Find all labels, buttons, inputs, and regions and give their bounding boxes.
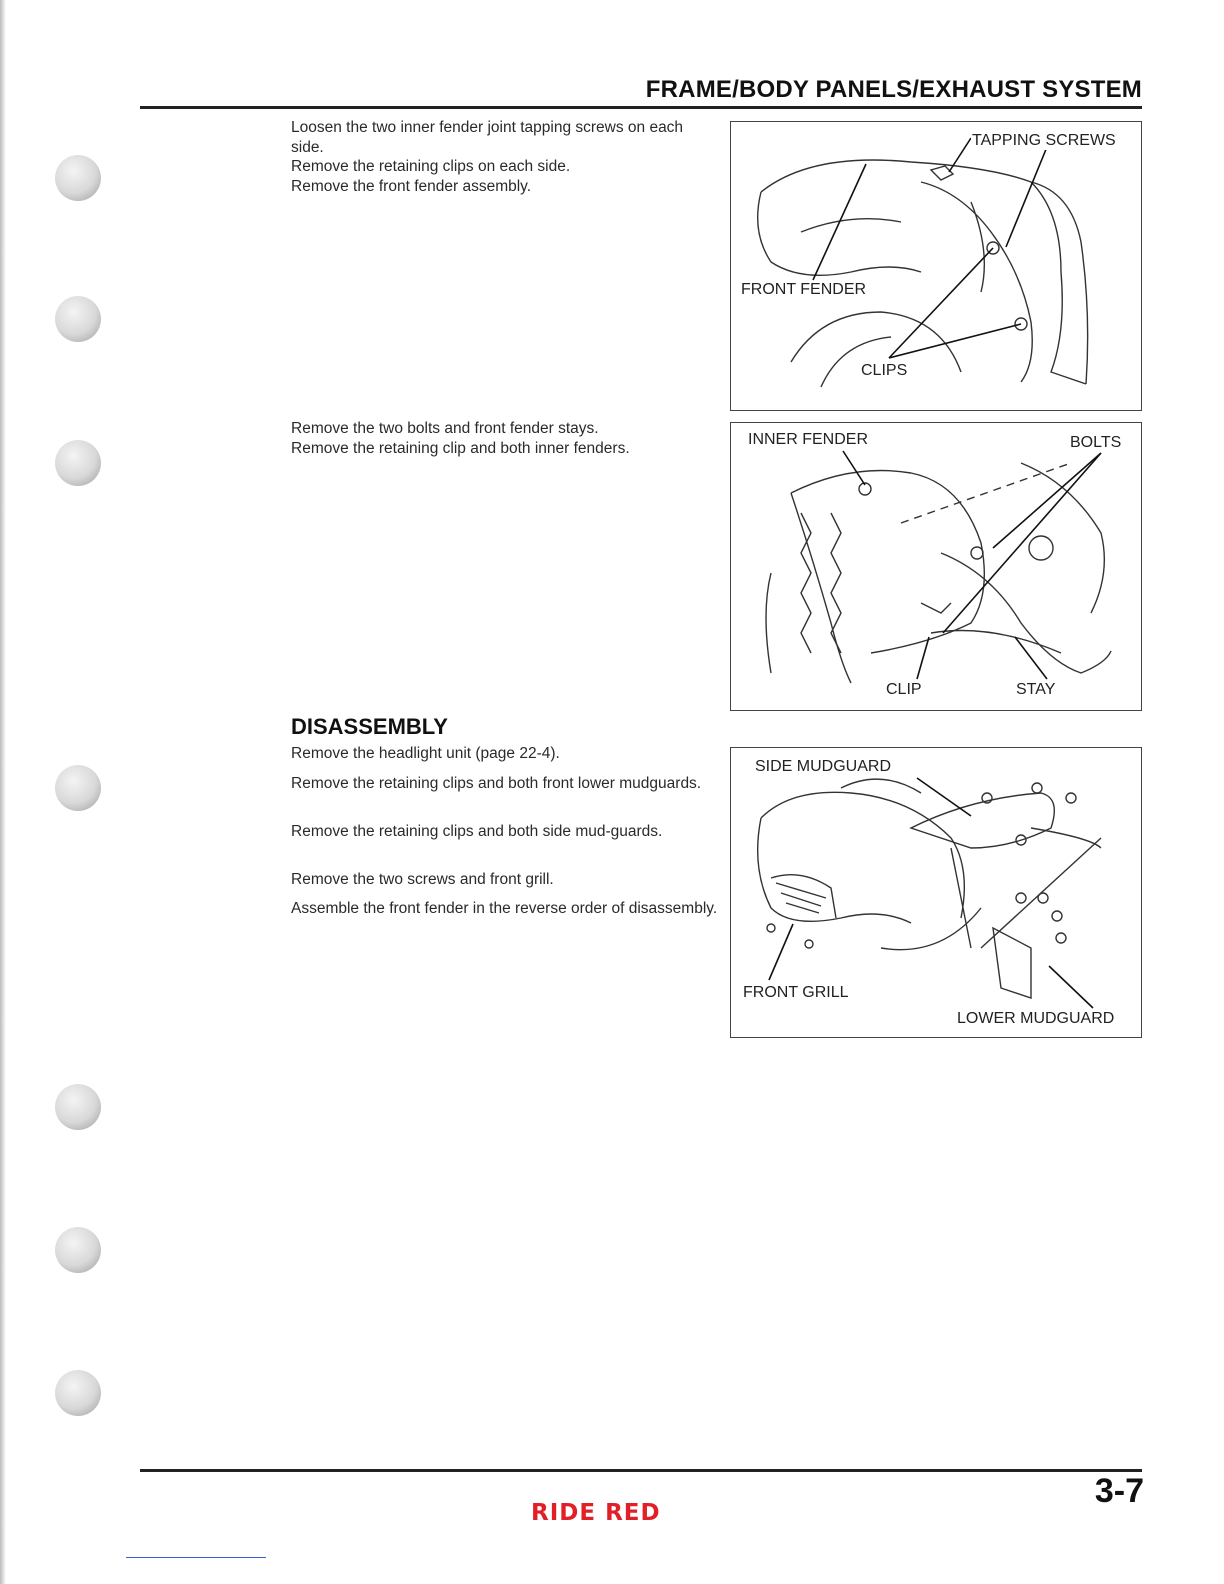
fender-removal-steps <box>291 118 719 196</box>
label-tapping-screws: TAPPING SCREWS <box>972 132 1116 149</box>
label-side-mudguard: SIDE MUDGUARD <box>755 758 892 775</box>
punch-hole <box>55 1370 101 1416</box>
step-text: Remove the retaining clip and both inner fenders. <box>291 439 630 457</box>
label-stay: STAY <box>1016 681 1056 698</box>
label-clips: CLIPS <box>861 362 908 379</box>
punch-hole <box>55 1084 101 1130</box>
punch-hole <box>55 1227 101 1273</box>
step-text: Remove the two bolts and front fender stays. <box>291 420 599 437</box>
punch-hole <box>55 296 101 342</box>
disassembly-step-1: Remove the headlight unit (page 22-4). <box>291 745 560 762</box>
binding-edge <box>0 0 6 1584</box>
disassembly-step-3: Remove the retaining clips and both side mud-guards. <box>291 823 663 840</box>
label-front-fender: FRONT FENDER <box>741 281 867 298</box>
brand-logo: RIDE RED <box>531 1500 661 1526</box>
label-lower-mudguard: LOWER MUDGUARD <box>957 1010 1115 1027</box>
page-number: 3-7 <box>1094 1472 1144 1510</box>
footer-link-underline <box>126 1557 266 1558</box>
punch-hole <box>55 155 101 201</box>
label-front-grill: FRONT GRILL <box>743 984 849 1001</box>
punch-hole <box>55 765 101 811</box>
step-text: Remove the retaining clips on each side. <box>291 158 571 175</box>
figure-front-fender <box>730 121 1142 411</box>
section-heading-disassembly: DISASSEMBLY <box>291 714 448 739</box>
disassembly-step-4: Remove the two screws and front grill. <box>291 871 554 888</box>
label-clip: CLIP <box>886 681 922 698</box>
disassembly-step-5: Assemble the front fender in the reverse order of disassembly. <box>291 900 718 917</box>
inner-fender-illustration <box>731 423 1141 710</box>
step-text: Loosen the two inner fender joint tapping screws on each side. <box>291 119 684 156</box>
label-bolts: BOLTS <box>1070 434 1122 451</box>
punch-hole <box>55 440 101 486</box>
label-inner-fender: INNER FENDER <box>748 431 869 448</box>
inner-fender-removal-steps <box>291 419 719 458</box>
step-text: Remove the front fender assembly. <box>291 177 532 195</box>
figure-mudguards <box>730 747 1142 1038</box>
figure-inner-fender <box>730 422 1142 711</box>
header-rule <box>140 106 1142 109</box>
front-fender-illustration <box>731 122 1141 410</box>
page-section-title: FRAME/BODY PANELS/EXHAUST SYSTEM <box>645 76 1142 103</box>
disassembly-step-2: Remove the retaining clips and both front lower mudguards. <box>291 775 702 792</box>
footer-rule <box>140 1469 1142 1472</box>
